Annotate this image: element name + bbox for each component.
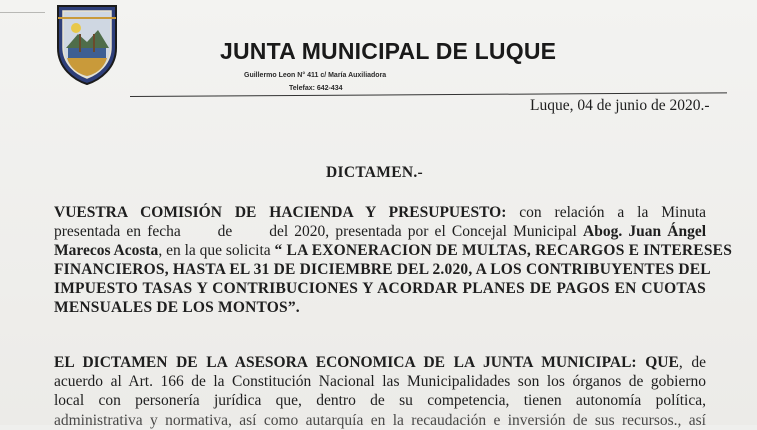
letterhead-phone: Telefax: 642-434	[289, 85, 343, 92]
councilor-name-first: Abog. Juan Ángel	[583, 223, 706, 240]
advisor-opinion-heading: EL DICTAMEN DE LA ASESORA ECONOMICA DE LA JUNTA MUNICIPAL: QUE	[54, 354, 679, 371]
document-date: Luque, 04 de junio de 2020.-	[530, 97, 710, 114]
paragraph1-line4: FINANCIEROS, HASTA EL 31 DE DICIEMBRE DEL 2.020, A LOS CONTRIBUYENTES DEL	[54, 261, 711, 278]
paragraph2-line1-text: , de	[678, 354, 706, 371]
paragraph2-line3: local con personería jurídica que, dentro de su competencia, tienen autonomía política,	[54, 392, 706, 409]
paragraph1-line3-text: , en la que solicita	[158, 242, 271, 259]
paragraph1-line1-text: con relación a la Minuta	[519, 204, 706, 221]
paragraph1-line1	[54, 203, 706, 222]
document-heading: DICTAMEN.-	[326, 164, 423, 181]
corner-mark	[0, 0, 45, 13]
paragraph1-line3	[54, 241, 733, 260]
councilor-name-last: Marecos Acosta	[54, 242, 159, 259]
request-title-start: “ LA EXONERACION DE MULTAS, RECARGOS E INTERESES	[274, 242, 733, 259]
paragraph2-line4: administrativa y normativa, así como autarquía en la recaudación e inversión de sus recursos., así	[54, 412, 706, 429]
paragraph2-line1	[54, 353, 706, 372]
paragraph2-line2: acuerdo al Art. 166 de la Constitución Nacional las Municipalidades son los órganos de gobierno	[54, 373, 706, 390]
paragraph1-line6: MENSUALES DE LOS MONTOS”.	[54, 299, 300, 316]
paragraph1-line5: IMPUESTO TASAS Y CONTRIBUCIONES Y ACORDAR PLANES DE PAGOS EN CUOTAS	[54, 280, 706, 297]
paragraph1-line2	[54, 222, 706, 241]
municipal-crest-icon	[54, 4, 120, 86]
committee-name: VUESTRA COMISIÓN DE HACIENDA Y PRESUPUESTO:	[54, 204, 507, 221]
letterhead-title: JUNTA MUNICIPAL DE LUQUE	[220, 38, 557, 64]
letterhead-address: Guillermo Leon N° 411 c/ María Auxiliadora	[244, 72, 387, 79]
paragraph1-line2-text: presentada en fecha de del 2020, presentada por el Concejal Municipal	[54, 223, 577, 240]
